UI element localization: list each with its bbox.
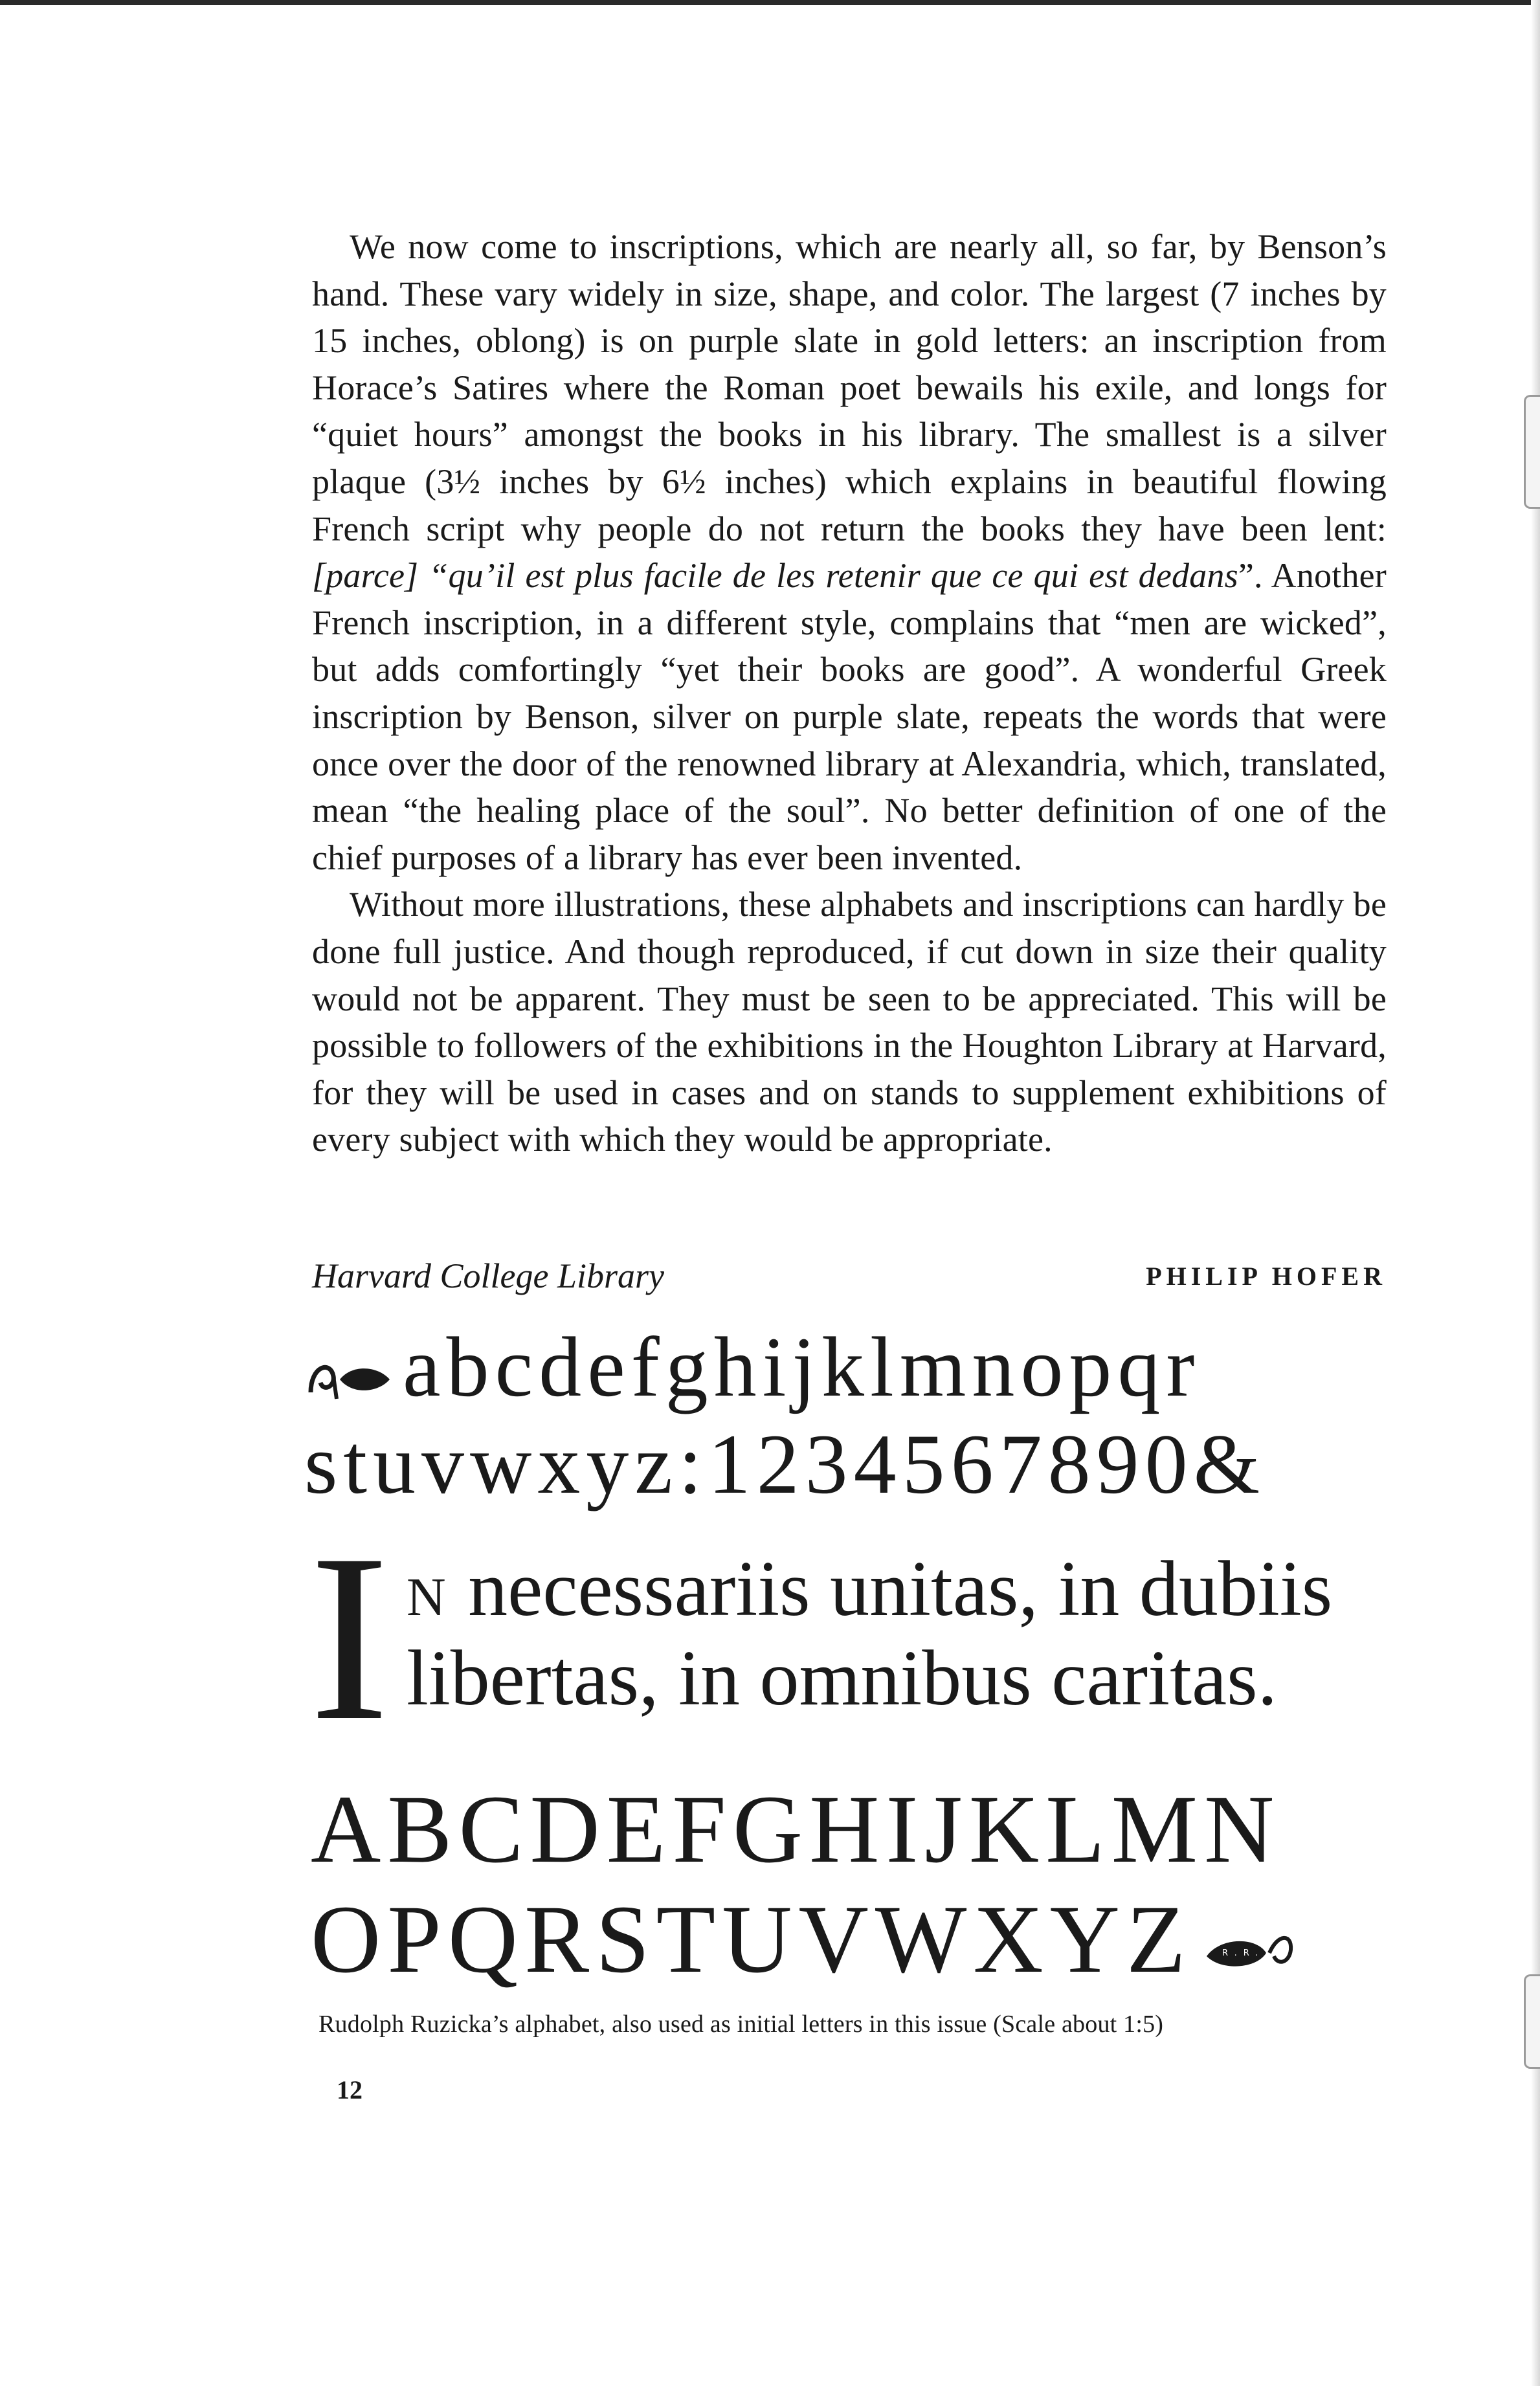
page-edge-tab <box>1524 1974 1540 2069</box>
author-name: PHILIP HOFER <box>1146 1262 1387 1291</box>
paragraph-illustrations: Without more illustrations, these alphabets and inscriptions can hardly be done full justice. And though reproduced, if cut down in size their quality would not be apparent. They must be seen to be appreciated. This will be possible to followers of the exhibitions in the Houghton Library at Harvard, for they will be used in cases and on stands to supplement exhibitions of every subject with which they would be appropriate. <box>312 885 1387 1159</box>
uppercase-alphabet-line: ABCDEFGHIJKLMN <box>311 1776 1281 1883</box>
signature-line <box>312 1256 1387 1308</box>
lowercase-alphabet-line: stuvwxyz:1234567890& <box>304 1416 1266 1511</box>
leaf-mark-icon <box>1201 1921 1321 1979</box>
paragraph-inscriptions <box>312 223 1387 881</box>
leaf-ornament-icon <box>304 1347 395 1405</box>
page-top-edge <box>0 0 1540 5</box>
page-edge-tab <box>1524 395 1540 509</box>
paragraph-text: We now come to inscriptions, which are nearly all, so far, by Benson’s hand. These vary widely in size, shape, and color. The largest (7 inches by 15 inches, oblong) is on purple slate in gold letters: an inscription from Horace’s Satires where the Roman poet bewails his exile, and longs for “quiet hours” amongst the books in his library. The smallest is a silver plaque (3½ inches by 6½ inches) which explains in beautiful flowing French script why people do not return the books they have been lent: <box>312 227 1387 548</box>
mark-initials: R.R. 1950 <box>1222 1948 1321 1958</box>
affiliation: Harvard College Library <box>312 1256 664 1295</box>
lowercase-letters: abcdefghijklmnopqr <box>403 1319 1201 1414</box>
article-body <box>312 223 1387 1163</box>
initial-letter: I <box>309 1505 390 1770</box>
motto-line <box>407 1544 1332 1634</box>
page-number: 12 <box>337 2075 363 2104</box>
uppercase-letters: OPQRSTUVWXYZ <box>311 1886 1192 1993</box>
figure-caption: Rudolph Ruzicka’s alphabet, also used as initial letters in this issue (Scale about 1:5) <box>318 2011 1164 2038</box>
small-cap-letter: N <box>407 1567 449 1627</box>
paragraph-text: ”. Another French inscription, in a different style, complains that “men are wicked”, but adds comfortingly “yet their books are good”. A wonderful Greek inscription by Benson, silver on purple slate, repeats the words that were once over the door of the renowned library at Alexandria, which, translated, mean “the healing place of the soul”. No better definition of one of the chief purposes of a library has ever been invented. <box>312 556 1387 877</box>
motto-text: necessariis unitas, in dubiis <box>448 1545 1333 1633</box>
motto-line: libertas, in omnibus caritas. <box>407 1634 1278 1722</box>
lowercase-alphabet-line <box>304 1317 1405 1416</box>
french-quotation: [parce] “qu’il est plus facile de les retenir que ce qui est dedans <box>312 556 1238 596</box>
motto-specimen <box>309 1505 1410 1770</box>
uppercase-alphabet-line <box>311 1884 1424 1995</box>
